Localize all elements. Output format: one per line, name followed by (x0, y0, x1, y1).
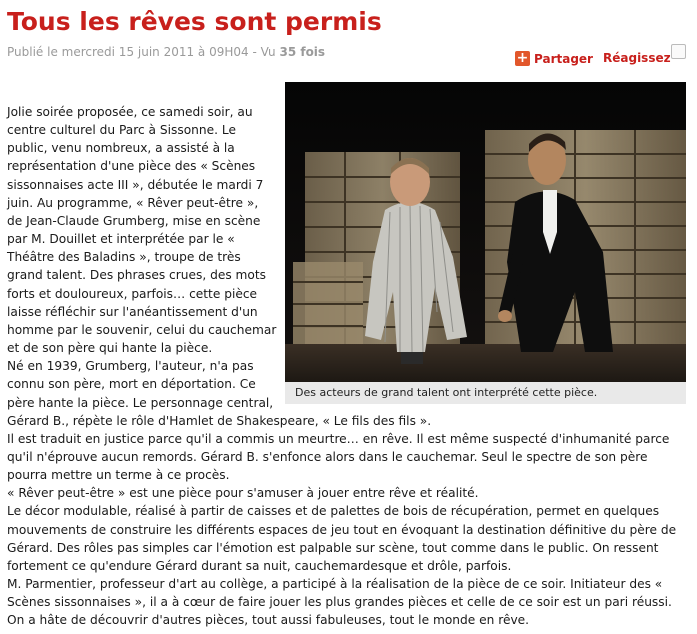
photo-float-spacer (277, 103, 691, 410)
views-label: Vu (260, 45, 280, 59)
photo-caption: Des acteurs de grand talent ont interprété cette pièce. (285, 382, 686, 404)
share-label: Partager (534, 51, 593, 66)
expand-icon[interactable] (671, 44, 686, 59)
plus-icon: + (516, 50, 529, 66)
published-date: Publié le mercredi 15 juin 2011 à 09H04 (7, 45, 249, 59)
views-count: 35 fois (279, 45, 326, 59)
article-body (7, 103, 691, 630)
meta-separator: - (248, 45, 261, 59)
paragraph: Né en 1939, Grumberg, l'auteur, n'a pas connu son père, mort en déportation. Ce père hante la pièce. Le personnage central, Gérard B., répète le rôle d'Hamlet de Shakespeare, « Le fils des fils ». (7, 359, 432, 428)
react-link[interactable]: Réagissez (603, 51, 671, 65)
article-title: Tous les rêves sont permis (7, 7, 382, 36)
paragraph: Il est traduit en justice parce qu'il a commis un meurtre… en rêve. Il est même suspecté d'inhumanité parce qu'il n'éprouve aucun remords. Gérard B. s'enfonce alors dans le cauchemar. Seul le spectre de son père pourra mettre un terme à ce procès. (7, 431, 670, 483)
paragraph: Le décor modulable, réalisé à partir de caisses et de palettes de bois de récupération, permet en quelques mouvements de construire les différents espaces de jeu tout en évoquant la destination définitive du père de Gérard. Des rôles pas simples car l'émotion est palpable sur scène, tout comme dans le public. On ressent fortement ce qu'endure Gérard durant sa nuit, cauchemardesque et drôle, parfois. (7, 504, 677, 573)
paragraph: Jolie soirée proposée, ce samedi soir, au centre culturel du Parc à Sissonne. Le public, venu nombreux, a assisté à la représentation d'une pièce des « Scènes sissonnaises acte III », débutée le mardi 7 juin. Au programme, « Rêver peut-être », de Jean-Claude Grumberg, mise en scène par M. Douillet et interprétée par le « Théâtre des Baladins », troupe de très grand talent. Des phrases crues, des mots forts et douloureux, parfois… cette pièce laisse réfléchir sur l'anéantissement d'un homme par le souvenir, celui du cauchemar et de son père qui hante la pièce. (7, 105, 277, 356)
share-button[interactable] (515, 51, 593, 66)
article-meta (7, 45, 325, 59)
paragraph: M. Parmentier, professeur d'art au collège, a participé à la réalisation de la pièce de ce soir. Initiateur des « Scènes sissonnaises », il a à cœur de faire jouer les plus grandes pièces et celle de ce soir est un pari réussi. On a hâte de découvrir d'autres pièces, tout aussi fabuleuses, tout le monde en rêve. (7, 577, 672, 628)
paragraph: « Rêver peut-être » est une pièce pour s'amuser à jouer entre rêve et réalité. (7, 486, 479, 501)
